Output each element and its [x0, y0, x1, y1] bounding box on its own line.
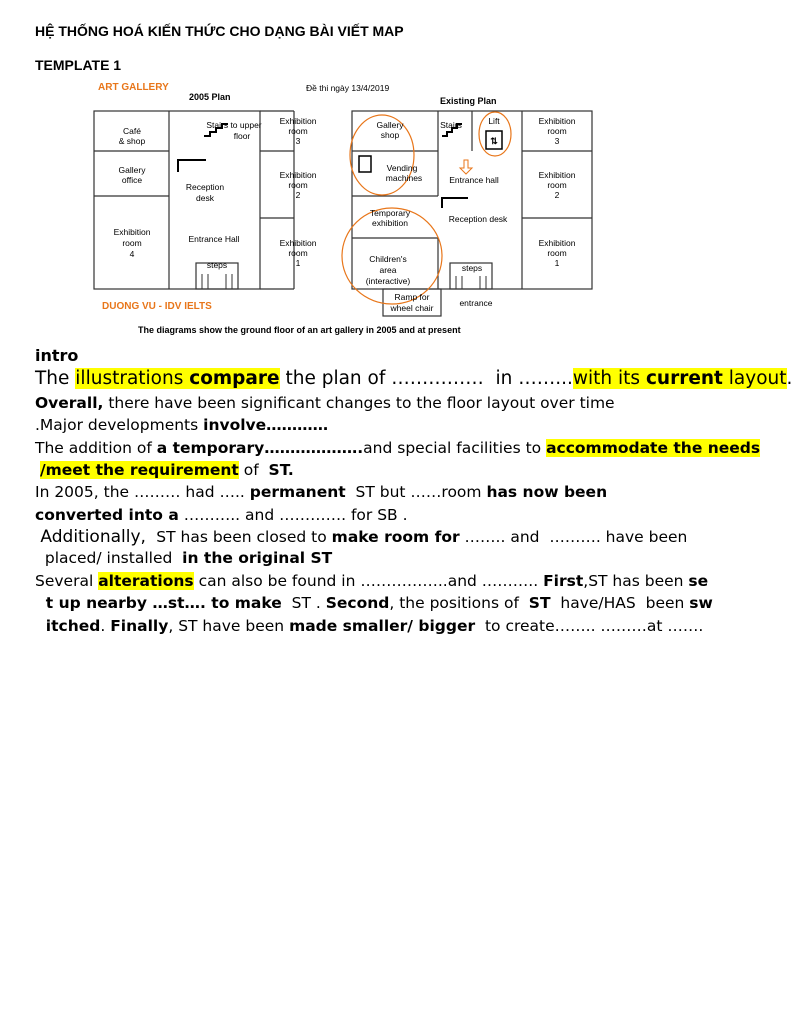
exhibition-room-2-old: Exhibition room 2	[279, 170, 317, 200]
overall-line: Overall, there have been significant changes to the floor layout over time	[35, 394, 615, 412]
converted-line: converted into a ……….. and …………. for SB .	[35, 506, 408, 524]
ramp-wheel-chair: Ramp for wheel chair	[390, 292, 434, 313]
template-label: TEMPLATE 1	[35, 57, 122, 73]
in-2005-line: In 2005, the ……… had ….. permanent ST but ……room has now been	[35, 483, 608, 501]
exhibition-room-3-new: Exhibition room 3	[538, 116, 576, 146]
set-up-line: t up nearby …st…. to make ST . Second, the positions of ST have/HAS been sw	[35, 594, 713, 612]
finally-line: itched. Finally, ST have been made smaller/ bigger to create…….. ………at …….	[35, 617, 704, 635]
additionally-line: Additionally, ST has been closed to make room for …….. and ………. have been	[35, 527, 688, 547]
exhibition-room-4: Exhibition room 4	[113, 227, 151, 259]
art-gallery-map-figure	[92, 78, 600, 340]
requirement-line: /meet the requirement of ST.	[39, 461, 294, 479]
major-developments-line: .Major developments involve…………	[35, 416, 329, 434]
steps-new: steps	[461, 263, 483, 273]
lift-label: Lift	[488, 116, 500, 126]
intro-label: intro	[35, 346, 79, 365]
exhibition-room-1-new: Exhibition room 1	[538, 238, 576, 268]
existing-plan-label: Existing Plan	[440, 96, 497, 106]
temporary-exhibition: Temporary exhibition	[369, 208, 411, 228]
placed-installed-line: placed/ installed in the original ST	[35, 549, 333, 567]
reception-desk-icon	[178, 160, 206, 172]
figure-caption: The diagrams show the ground floor of an art gallery in 2005 and at present	[138, 325, 461, 335]
alterations-line: Several alterations can also be found in ……………..and ……….. First,ST has been se	[35, 572, 709, 590]
plan-2005-label: 2005 Plan	[189, 92, 231, 102]
reception-desk-old: Reception desk	[185, 182, 225, 203]
entrance-hall-new: Entrance hall	[449, 175, 499, 185]
exam-date-label: Đề thi ngày 13/4/2019	[306, 83, 390, 93]
entrance-label: entrance	[459, 298, 493, 308]
gallery-office: Gallery office	[118, 165, 146, 185]
exhibition-room-1-old: Exhibition room 1	[279, 238, 317, 268]
vending-machines: Vending machines	[385, 163, 423, 183]
stairs-new: Stairs	[440, 120, 462, 130]
steps-old: steps	[206, 260, 228, 270]
watermark-text: DUONG VU - IDV IELTS	[102, 301, 212, 312]
arrow-icon	[460, 160, 472, 174]
art-gallery-label: ART GALLERY	[98, 82, 169, 93]
exhibition-room-2-new: Exhibition room 2	[538, 170, 576, 200]
exhibition-room-3-old: Exhibition room 3	[279, 116, 317, 146]
intro-sentence: The illustrations compare the plan of …………… in ……...with its current layout.	[35, 368, 792, 389]
svg-text:⇅: ⇅	[490, 136, 498, 146]
steps-old-lines	[202, 274, 232, 289]
gallery-shop: Gallery shop	[376, 120, 404, 140]
addition-line: The addition of a temporary……………….and special facilities to accommodate the needs	[35, 439, 761, 457]
childrens-area: Children's area (interactive)	[365, 254, 411, 286]
steps-new-lines	[456, 276, 486, 289]
stairs-upper-floor: Stairs to upper floor	[206, 120, 262, 141]
entrance-hall-old: Entrance Hall	[188, 234, 240, 244]
document-title: HỆ THỐNG HOÁ KIẾN THỨC CHO DẠNG BÀI VIẾT MAP	[35, 23, 404, 39]
cafe-room: Café & shop	[118, 126, 146, 146]
reception-desk-icon	[442, 198, 468, 208]
reception-desk-new: Reception desk	[448, 214, 508, 224]
vending-machine-icon	[359, 156, 371, 172]
